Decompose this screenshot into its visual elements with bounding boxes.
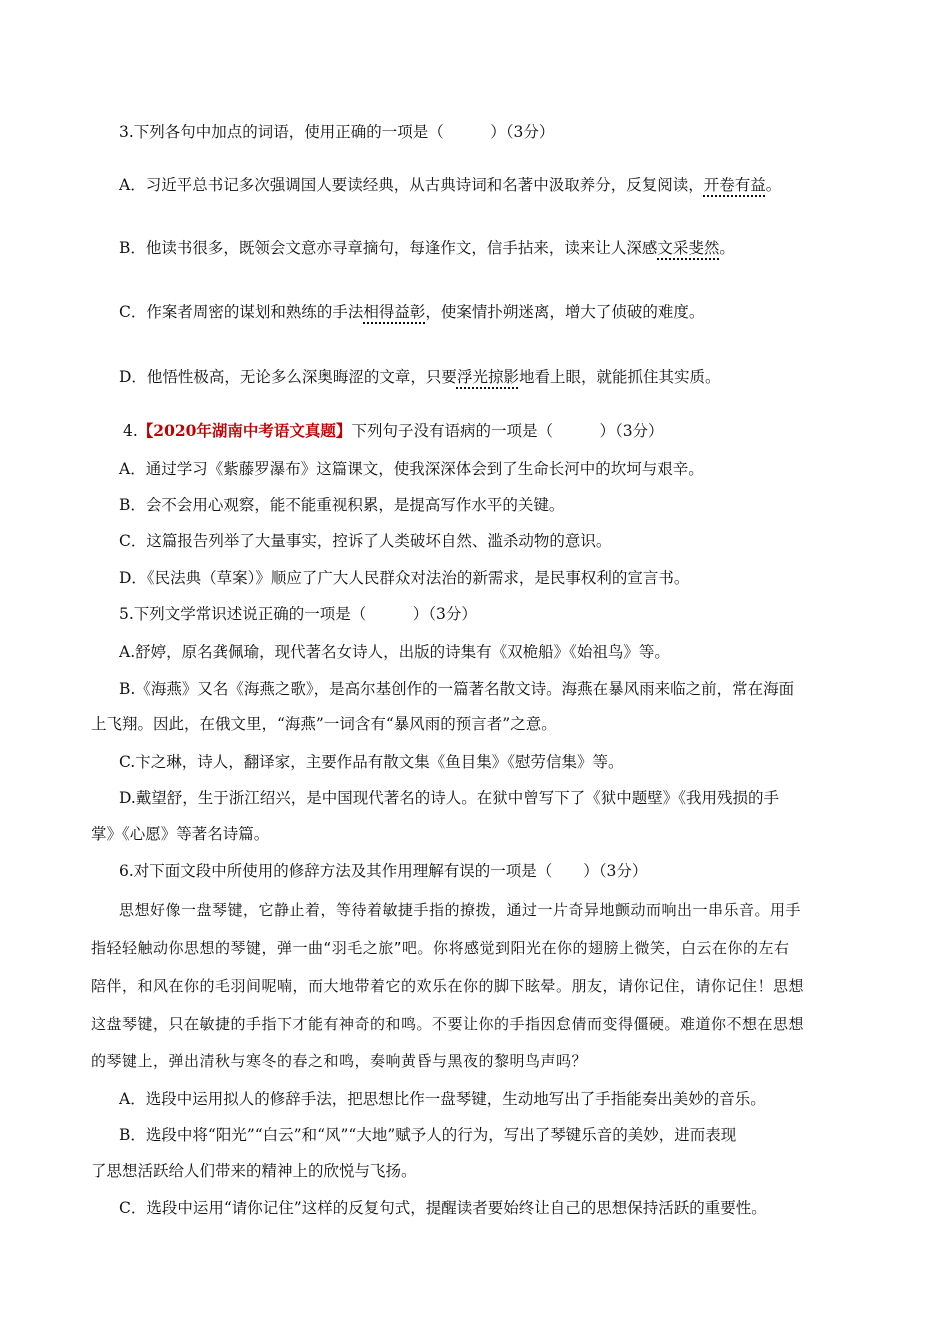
q5-option-b-line1: B.《海燕》又名《海燕之歌》，是高尔基创作的一篇著名散文诗。海燕在暴风雨来临之前，常在海面 <box>119 680 795 698</box>
q6-option-a: A．选段中运用拟人的修辞手法，把思想比作一盘琴键，生动地写出了手指能奏出美妙的音乐。 <box>119 1090 766 1108</box>
q3-option-d <box>119 366 720 388</box>
q6-stem: 6.对下面文段中所使用的修辞方法及其作用理解有误的一项是（ ）（3分） <box>119 862 648 880</box>
q5-option-d-line1: D.戴望舒，生于浙江绍兴，是中国现代著名的诗人。在狱中曾写下了《狱中题壁》《我用残损的手 <box>119 789 780 807</box>
q6-passage-line: 陪伴，和风在你的毛羽间呢喃，而大地带着它的欢乐在你的脚下眩晕。朋友，请你记住，请你记住！思想 <box>91 977 805 995</box>
q6-option-c: C．选段中运用“请你记住”这样的反复句式，提醒读者要始终让自己的思想保持活跃的重要性。 <box>119 1199 767 1217</box>
q4-stem: 下列句子没有语病的一项是（ ）（3分） <box>351 422 664 440</box>
q5-option-a: A.舒婷，原名龚佩瑜，现代著名女诗人，出版的诗集有《双桅船》《始祖鸟》等。 <box>119 643 670 661</box>
q3-option-a <box>119 174 781 196</box>
q3-option-a-dotted-word: 开卷有益 <box>703 176 766 194</box>
q3-option-d-dotted-word: 浮光掠影 <box>456 368 519 386</box>
q3-option-c-text: C．作案者周密的谋划和熟练的手法 <box>119 303 364 321</box>
q6-passage-line: 这盘琴键，只在敏捷的手指下才能有神奇的和鸣。不要让你的手指因怠倩而变得僵硬。难道你不想在思想 <box>91 1015 805 1033</box>
q6-passage-line: 指轻轻触动你思想的琴键，弹一曲“羽毛之旅”吧。你将感觉到阳光在你的翅膀上微笑，白云在你的左右 <box>91 939 790 957</box>
q3-option-b-end: 。 <box>719 239 735 257</box>
q4-option-b: B．会不会用心观察，能不能重视积累，是提高写作水平的关键。 <box>119 496 565 514</box>
q6-passage-line: 的琴键上，弹出清秋与寒冬的春之和鸣，奏响黄昏与黑夜的黎明鸟声吗？ <box>91 1052 588 1070</box>
q6-option-b-line1: B．选段中将“阳光”“白云”和“风”“大地”赋予人的行为，写出了琴键乐音的美妙，进而表现 <box>119 1126 737 1144</box>
q3-option-a-end: 。 <box>765 176 782 194</box>
q3-option-b-dotted-word: 文采斐然 <box>657 239 720 257</box>
q6-option-b-line2: 了思想活跃给人们带来的精神上的欣悦与飞扬。 <box>91 1162 417 1180</box>
q5-option-c: C.卞之琳，诗人，翻译家，主要作品有散文集《鱼目集》《慰劳信集》等。 <box>119 753 624 771</box>
q3-option-a-text: A．习近平总书记多次强调国人要读经典，从古典诗词和名著中汲取养分，反复阅读， <box>119 176 704 194</box>
q3-option-c <box>119 301 704 323</box>
q3-option-b <box>119 237 735 259</box>
q4-option-d: D．《民法典（草案）》顺应了广大人民群众对法治的新需求，是民事权利的宣言书。 <box>119 569 690 587</box>
q6-passage-line: 思想好像一盘琴键，它静止着，等待着敏捷手指的撩拨，通过一片奇异地颤动而响出一串乐音。用手 <box>119 901 802 919</box>
q5-stem: 5.下列文学常识述说正确的一项是（ ）（3分） <box>119 605 477 623</box>
q4-stem-line <box>123 420 664 442</box>
q3-option-c-end: ，使案情扑朔迷离，增大了侦破的难度。 <box>425 303 705 321</box>
q5-option-b-line2: 上飞翔。因此，在俄文里，“海燕”一词含有“暴风雨的预言者”之意。 <box>91 715 557 733</box>
q3-option-d-text: D．他悟性极高，无论多么深奥晦涩的文章，只要 <box>119 368 457 386</box>
q4-source-tag: 【2020年湖南中考语文真题】 <box>137 421 352 440</box>
q3-option-c-dotted-word: 相得益彰 <box>363 303 426 321</box>
q3-stem: 3.下列各句中加点的词语，使用正确的一项是（ ）（3分） <box>119 123 555 141</box>
q3-option-d-end: 地看上眼，就能抓住其实质。 <box>518 368 721 386</box>
q4-option-a: A．通过学习《紫藤罗瀑布》这篇课文，使我深深体会到了生命长河中的坎坷与艰辛。 <box>119 460 704 478</box>
q4-option-c: C．这篇报告列举了大量事实，控诉了人类破坏自然、滥杀动物的意识。 <box>119 532 612 550</box>
q4-number: 4. <box>123 422 138 440</box>
q3-option-b-text: B．他读书很多，既领会文意亦寻章摘句，每逢作文，信手拈来，读来让人深感 <box>119 239 658 257</box>
q5-option-d-line2: 掌》《心愿》等著名诗篇。 <box>91 825 270 843</box>
